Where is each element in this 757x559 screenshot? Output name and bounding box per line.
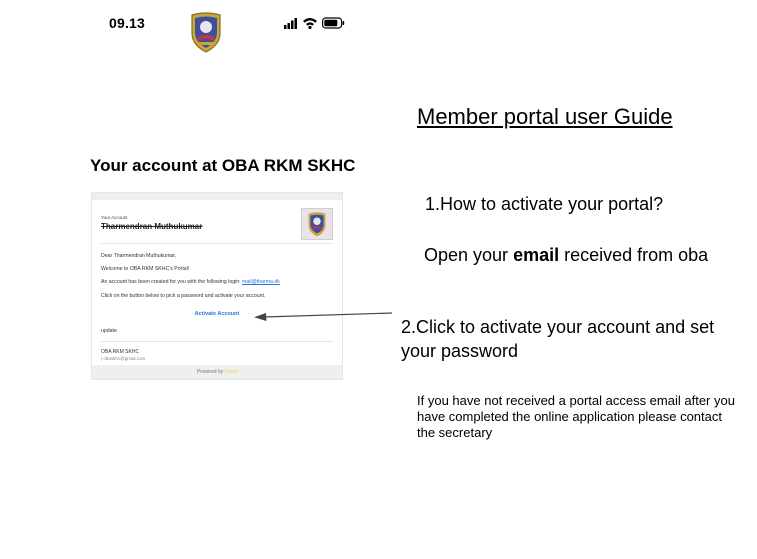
step1-desc-suffix: received from oba	[559, 245, 709, 265]
account-label: Your Account	[101, 215, 128, 220]
powered-by-text: Powered by	[196, 369, 225, 375]
step1-desc-prefix: Open your	[424, 245, 514, 265]
email-preview-card	[91, 192, 343, 380]
wifi-icon	[303, 18, 317, 29]
signal-icon	[284, 18, 297, 29]
step1-description	[424, 243, 734, 267]
step1-desc-bold: email	[513, 245, 560, 265]
email-signature-email: | obaskhc@gmail.com	[101, 356, 146, 361]
email-update-text: update	[101, 328, 117, 334]
email-heading: Your account at OBA RKM SKHC	[90, 156, 356, 175]
account-name: Tharmendran Muthukumar	[101, 222, 203, 231]
pointer-arrow	[254, 308, 394, 322]
step2-instruction: 2.Click to activate your account and set your password	[401, 317, 715, 361]
email-welcome: Welcome to OBA RKM SKHC's Portal!	[101, 266, 190, 272]
guide-title: Member portal user Guide	[417, 104, 673, 129]
email-created-prefix: An account has been created for you with the following login:	[101, 279, 243, 285]
status-time: 09.13	[109, 15, 146, 31]
activate-account-button[interactable]: Activate Account	[194, 311, 240, 317]
login-email-link[interactable]: mail@tharma.dk	[242, 279, 280, 285]
step1-question: 1.How to activate your portal?	[425, 194, 664, 214]
powered-by-brand: Zenia	[224, 369, 238, 375]
email-created-line	[101, 279, 280, 285]
email-divider	[101, 341, 333, 342]
email-crest-logo	[301, 208, 333, 240]
battery-icon	[323, 18, 345, 28]
email-footer	[92, 365, 342, 379]
email-signature: OBA RKM SKHC	[101, 349, 140, 355]
email-divider	[101, 243, 333, 244]
email-top-bar	[92, 193, 342, 200]
status-icons	[284, 17, 348, 29]
email-instruction: Click on the button below to pick a password and activate your account.	[101, 293, 266, 299]
contact-note: If you have not received a portal access email after you have completed the online application please contact the secretary	[417, 393, 735, 440]
oba-crest-logo	[189, 11, 223, 53]
email-greeting: Dear Tharmendran Muthukumar,	[101, 253, 177, 259]
